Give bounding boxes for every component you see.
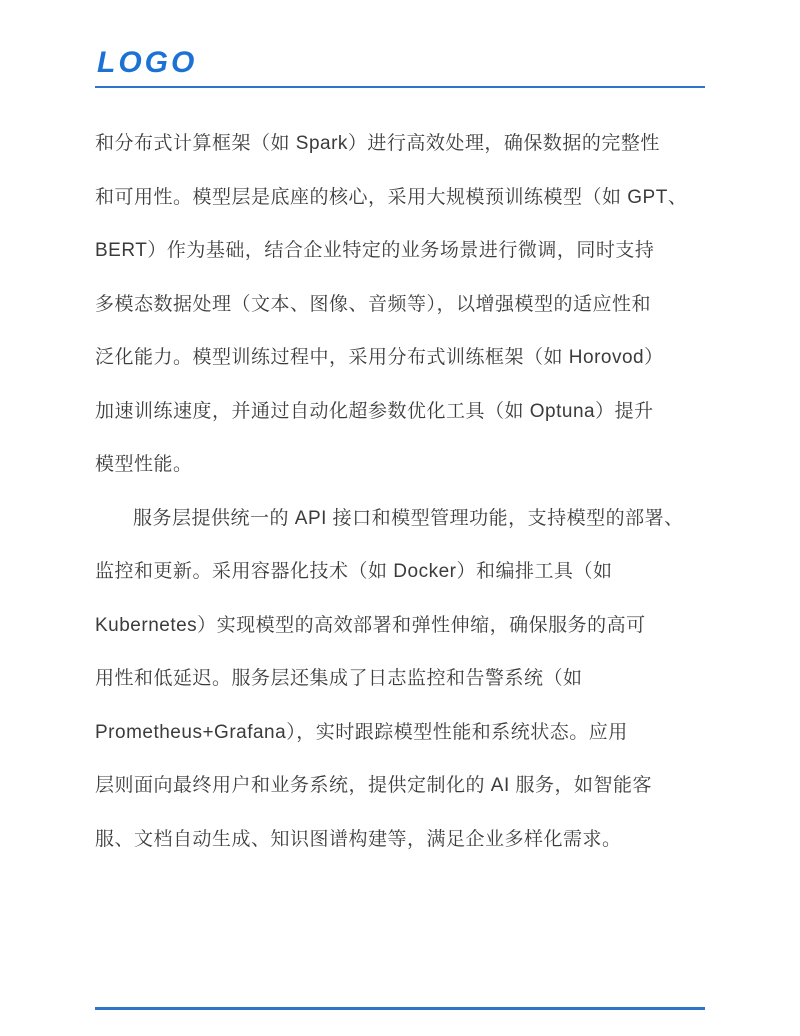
- text-line: 用性和低延迟。服务层还集成了日志监控和告警系统（如: [95, 668, 583, 689]
- paragraph: [95, 492, 705, 867]
- page-header: [95, 48, 705, 78]
- text-line: 多模态数据处理（文本、图像、音频等），以增强模型的适应性和: [95, 293, 652, 315]
- text-line: Kubernetes）实现模型的高效部署和弹性伸缩，确保服务的高可: [95, 614, 646, 636]
- text-line: 加速训练速度，并通过自动化超参数优化工具（如 Optuna）提升: [95, 400, 654, 422]
- text-line: 模型性能。: [95, 454, 193, 475]
- logo: LOGO: [97, 46, 198, 79]
- text-line: 泛化能力。模型训练过程中，采用分布式训练框架（如 Horovod）: [95, 347, 664, 368]
- footer-divider: [95, 1007, 705, 1010]
- text-line: 和可用性。模型层是底座的核心，采用大规模预训练模型（如 GPT、: [95, 186, 688, 208]
- text-line: 和分布式计算框架（如 Spark）进行高效处理，确保数据的完整性: [95, 133, 660, 154]
- text-line: 服务层提供统一的 API 接口和模型管理功能，支持模型的部署、: [133, 507, 684, 529]
- document-body: [95, 117, 705, 866]
- text-line: 监控和更新。采用容器化技术（如 Docker）和编排工具（如: [95, 561, 613, 582]
- header-divider: [95, 86, 705, 88]
- text-line: BERT）作为基础，结合企业特定的业务场景进行微调，同时支持: [95, 240, 655, 261]
- text-line: Prometheus+Grafana），实时跟踪模型性能和系统状态。应用: [95, 721, 628, 743]
- paragraph: [95, 117, 705, 492]
- text-line: 层则面向最终用户和业务系统，提供定制化的 AI 服务，如智能客: [95, 775, 653, 796]
- text-line: 服、文档自动生成、知识图谱构建等，满足企业多样化需求。: [95, 828, 622, 850]
